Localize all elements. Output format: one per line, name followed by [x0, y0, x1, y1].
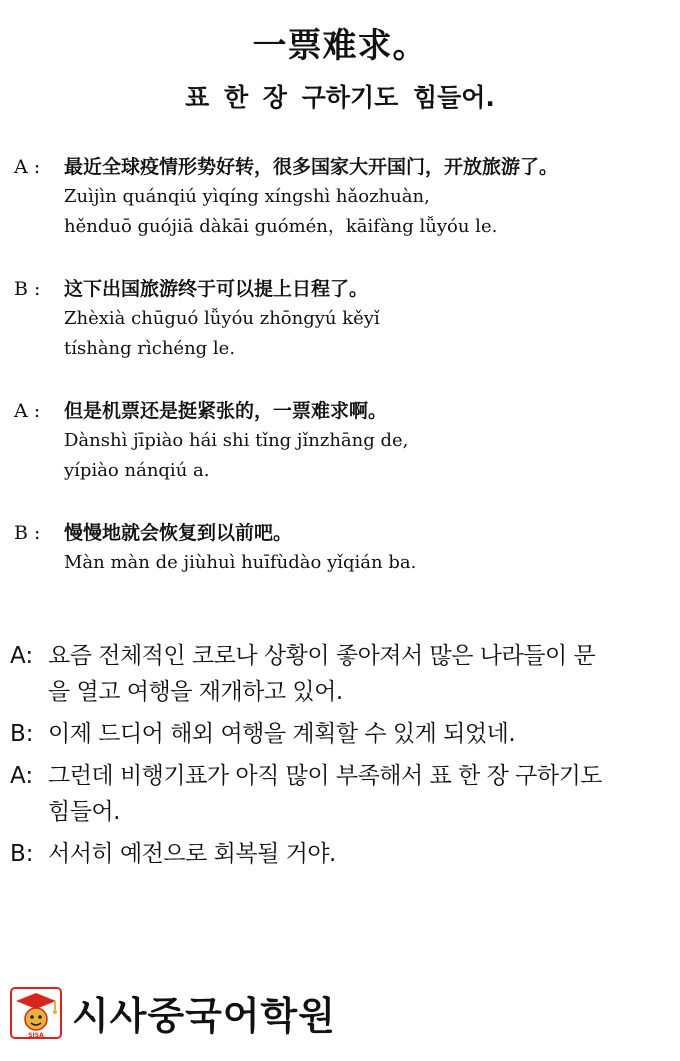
korean-translation	[10, 638, 675, 878]
translation-line	[10, 758, 675, 830]
translation-line	[10, 638, 675, 710]
chinese-text: 最近全球疫情形势好转，很多国家大开国门，开放旅游了。	[64, 156, 559, 178]
dialogue-body	[64, 152, 674, 242]
translation-row: 힘들어.	[48, 799, 120, 825]
translation-text	[48, 716, 675, 752]
dialogue-line	[14, 396, 674, 486]
translation-text	[48, 758, 675, 830]
pinyin-text: hěnduō guójiā dàkāi guómén，kāifàng lǚyóu le.	[64, 216, 498, 237]
dialogue-body	[64, 274, 674, 364]
chinese-text: 但是机票还是挺紧张的，一票难求啊。	[64, 400, 388, 422]
chinese-text: 慢慢地就会恢复到以前吧。	[64, 522, 293, 544]
speaker-label: A:	[10, 763, 34, 789]
dialogue-line	[14, 518, 674, 578]
chinese-dialogue	[14, 152, 674, 610]
pinyin-text: yípiào nánqiú a.	[64, 460, 210, 481]
page-subtitle: 표 한 장 구하기도 힘들어.	[185, 83, 495, 112]
translation-row: 을 열고 여행을 재개하고 있어.	[48, 679, 343, 705]
translation-row: 요즘 전체적인 코로나 상황이 좋아져서 많은 나라들이 문	[48, 643, 596, 669]
pinyin-text: Dànshì jīpiào hái shi tǐng jǐnzhāng de,	[64, 430, 409, 451]
pinyin-text: tíshàng rìchéng le.	[64, 338, 236, 359]
translation-line	[10, 716, 675, 752]
chinese-text: 这下出国旅游终于可以提上日程了。	[64, 278, 369, 300]
graduate-mascot-icon	[10, 987, 62, 1039]
translation-row: 서서히 예전으로 회복될 거야.	[48, 841, 336, 867]
translation-text	[48, 638, 675, 710]
footer-brand	[10, 985, 336, 1040]
speaker-label: B:	[10, 721, 34, 747]
speaker-label: A:	[10, 643, 34, 669]
translation-text	[48, 836, 675, 872]
translation-line	[10, 836, 675, 872]
dialogue-line	[14, 152, 674, 242]
pinyin-text: Màn màn de jiùhuì huīfùdào yǐqián ba.	[64, 552, 417, 573]
dialogue-body	[64, 518, 674, 578]
page-title: 一票难求。	[252, 26, 428, 66]
speaker-label: B:	[10, 841, 34, 867]
pinyin-text: Zuìjìn quánqiú yìqíng xíngshì hǎozhuàn,	[64, 186, 430, 207]
logo-mark: SISA	[28, 1031, 44, 1039]
brand-name: 시사중국어학원	[72, 994, 336, 1038]
speaker-label: A :	[14, 156, 41, 178]
speaker-label: B :	[14, 522, 41, 544]
translation-row: 이제 드디어 해외 여행을 계획할 수 있게 되었네.	[48, 721, 516, 747]
translation-row: 그런데 비행기표가 아직 많이 부족해서 표 한 장 구하기도	[48, 763, 603, 789]
speaker-label: A :	[14, 400, 41, 422]
dialogue-line	[14, 274, 674, 364]
dialogue-body	[64, 396, 674, 486]
pinyin-text: Zhèxià chūguó lǚyóu zhōngyú kěyǐ	[64, 308, 380, 329]
speaker-label: B :	[14, 278, 41, 300]
